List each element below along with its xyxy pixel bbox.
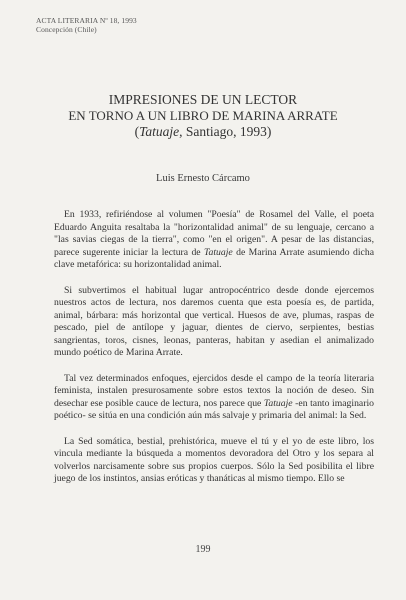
author-name: Luis Ernesto Cárcamo [156,173,250,184]
paragraph-3-text-b: -en tanto imaginario poético- se sitúa en una condición aún más salvaje y primaria del animal: la Sed. [54,397,374,421]
subtitle-open-paren: ( [134,124,140,139]
paragraph-1-text-a: En 1933, refiriéndose al volumen "Poesía" de Rosamel del Valle, el poeta Eduardo Anguita resaltaba la "horizontalidad animal" de su lenguaje, cercano a "las savias ciegas de la tierra", como "en el origen". A pesar de las distancias, parece sugerente iniciar la lectura de [54,209,374,258]
paragraph-3-book-title: Tatuaje [263,397,293,409]
journal-name: ACTA LITERARIA Nº 18, 1993 [36,16,137,25]
paragraph-2-text: Si subvertimos el habitual lugar antropocéntrico desde donde ejercemos nuestros actos de lectura, nos daremos cuenta que esta poesía es, de partida, animal, bárbara: más horizontal que vertical. Huesos de ave, plumas, raspas de pescado, piel de antílope y jaguar, dientes de ciervo, serpientes, bestias sangrientas, toros, cisnes, leonas, panteras, habitan y asedian el animalizado mundo poético de Marina Arrate. [54,284,374,358]
paragraph-4 [54,436,374,486]
subtitle-book-title: Tatuaje [139,124,180,139]
article-body [54,209,374,499]
paragraph-4-text: La Sed somática, bestial, prehistórica, mueve el tú y el yo de este libro, los vincula mediante la búsqueda a momentos devoradora del Otro y los separa al volverlos narcisamente sobre sus propios cuerpos. Sólo la Sed posibilita el libre juego de los instintos, ansias eróticas y thanáticas al mismo tiempo. Ello se [54,435,374,484]
paragraph-3-text-a: Tal vez determinados enfoques, ejercidos desde el campo de la teoría literaria feminista, instalen presurosamente sobre estos textos la noción de deseo. Sin desechar ese posible cauce de lectura, nos parece que [54,372,374,409]
page-number: 199 [195,544,211,555]
paragraph-1-book-title: Tatuaje [204,246,233,258]
journal-header [36,16,137,34]
title-subtitle [0,124,406,140]
title-line-2: EN TORNO A UN LIBRO DE MARINA ARRATE [68,108,338,123]
paragraph-3 [54,373,374,423]
paragraph-1 [54,209,374,272]
subtitle-place-year: , Santiago, 1993) [179,124,272,139]
paragraph-1-text-b: de Marina Arrate asumiendo dicha clave metafórica: su horizontalidad animal. [54,246,374,270]
journal-location: Concepción (Chile) [36,25,97,34]
article-title [0,92,406,140]
title-line-1: IMPRESIONES DE UN LECTOR [108,92,298,107]
paragraph-2 [54,285,374,360]
